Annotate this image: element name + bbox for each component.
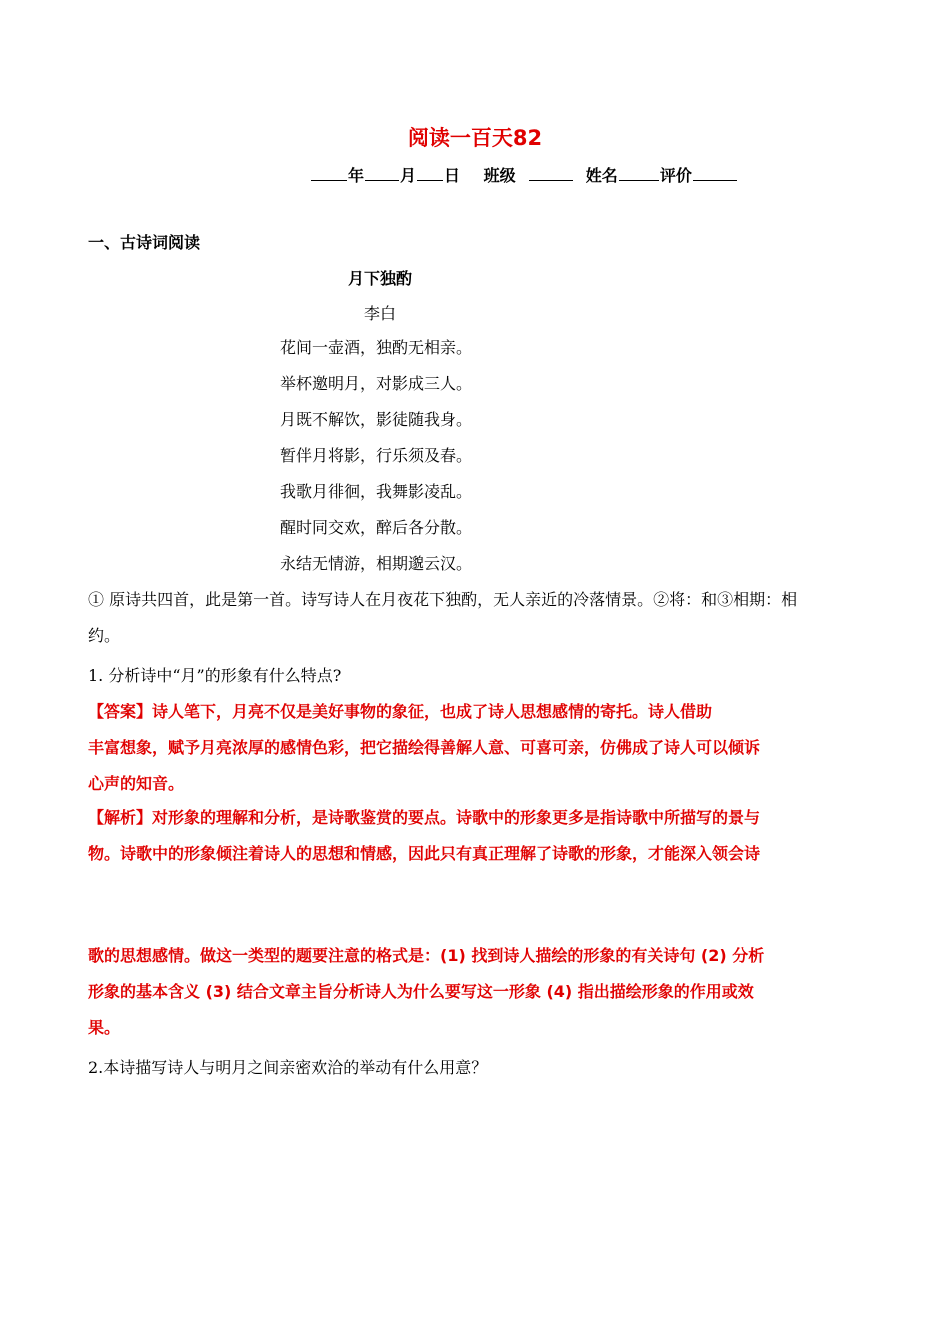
class-label: 班级 <box>483 166 516 185</box>
name-blank <box>619 166 659 181</box>
class-blank <box>529 166 573 181</box>
name-label: 姓名 <box>585 166 618 185</box>
q1-analysis-continued <box>88 938 863 1046</box>
page-title: 阅读一百天82 <box>407 126 543 150</box>
q1-analysis <box>88 800 863 872</box>
q1-answer <box>88 694 863 802</box>
notes-line: ① 原诗共四首，此是第一首。诗写诗人在月夜花下独酌，无人亲近的冷落情景。②将：和③相期：相 <box>88 590 798 609</box>
poem-line: 暂伴月将影，行乐须及春。 <box>280 446 473 465</box>
answer-line: 心声的知音。 <box>88 774 185 793</box>
day-label: 日 <box>444 166 461 185</box>
poem-title: 月下独酌 <box>347 269 412 288</box>
poem-line: 月既不解饮，影徒随我身。 <box>280 410 473 429</box>
poem-notes <box>88 582 863 654</box>
month-blank <box>365 166 399 181</box>
analysis-line: 形象的基本含义 (3) 结合文章主旨分析诗人为什么要写这一形象 (4) 指出描绘形象的作用或效 <box>88 982 754 1001</box>
notes-line: 约。 <box>88 626 121 645</box>
poem-line: 醒时同交欢，醉后各分散。 <box>280 518 473 537</box>
year-label: 年 <box>348 166 365 185</box>
poem-author: 李白 <box>363 304 396 323</box>
answer-line: 【答案】诗人笔下，月亮不仅是美好事物的象征，也成了诗人思想感情的寄托。诗人借助 <box>88 702 713 721</box>
analysis-line: 歌的思想感情。做这一类型的题要注意的格式是：(1) 找到诗人描绘的形象的有关诗句 (2) 分析 <box>88 946 765 965</box>
poem-line: 花间一壶酒，独酌无相亲。 <box>280 338 473 357</box>
analysis-line: 【解析】对形象的理解和分析，是诗歌鉴赏的要点。诗歌中的形象更多是指诗歌中所描写的景与 <box>88 808 761 827</box>
day-blank <box>417 166 443 181</box>
poem-body <box>280 338 472 590</box>
month-label: 月 <box>400 166 417 185</box>
question-2: 2.本诗描写诗人与明月之间亲密欢洽的举动有什么用意？ <box>88 1058 488 1077</box>
poem-line: 举杯邀明月，对影成三人。 <box>280 374 473 393</box>
eval-label: 评价 <box>659 166 692 185</box>
section-heading: 一、古诗词阅读 <box>88 233 201 252</box>
analysis-line: 物。诗歌中的形象倾注着诗人的思想和情感，因此只有真正理解了诗歌的形象，才能深入领会诗 <box>88 844 761 863</box>
answer-line: 丰富想象，赋予月亮浓厚的感情色彩，把它描绘得善解人意、可喜可亲，仿佛成了诗人可以倾诉 <box>88 738 761 757</box>
student-info-line <box>310 163 738 186</box>
year-blank <box>311 166 347 181</box>
analysis-line: 果。 <box>88 1018 121 1037</box>
poem-line: 我歌月徘徊，我舞影凌乱。 <box>280 482 473 501</box>
question-1: 1. 分析诗中“月”的形象有什么特点? <box>88 666 342 685</box>
eval-blank <box>693 166 737 181</box>
poem-line: 永结无情游，相期邈云汉。 <box>280 554 473 573</box>
